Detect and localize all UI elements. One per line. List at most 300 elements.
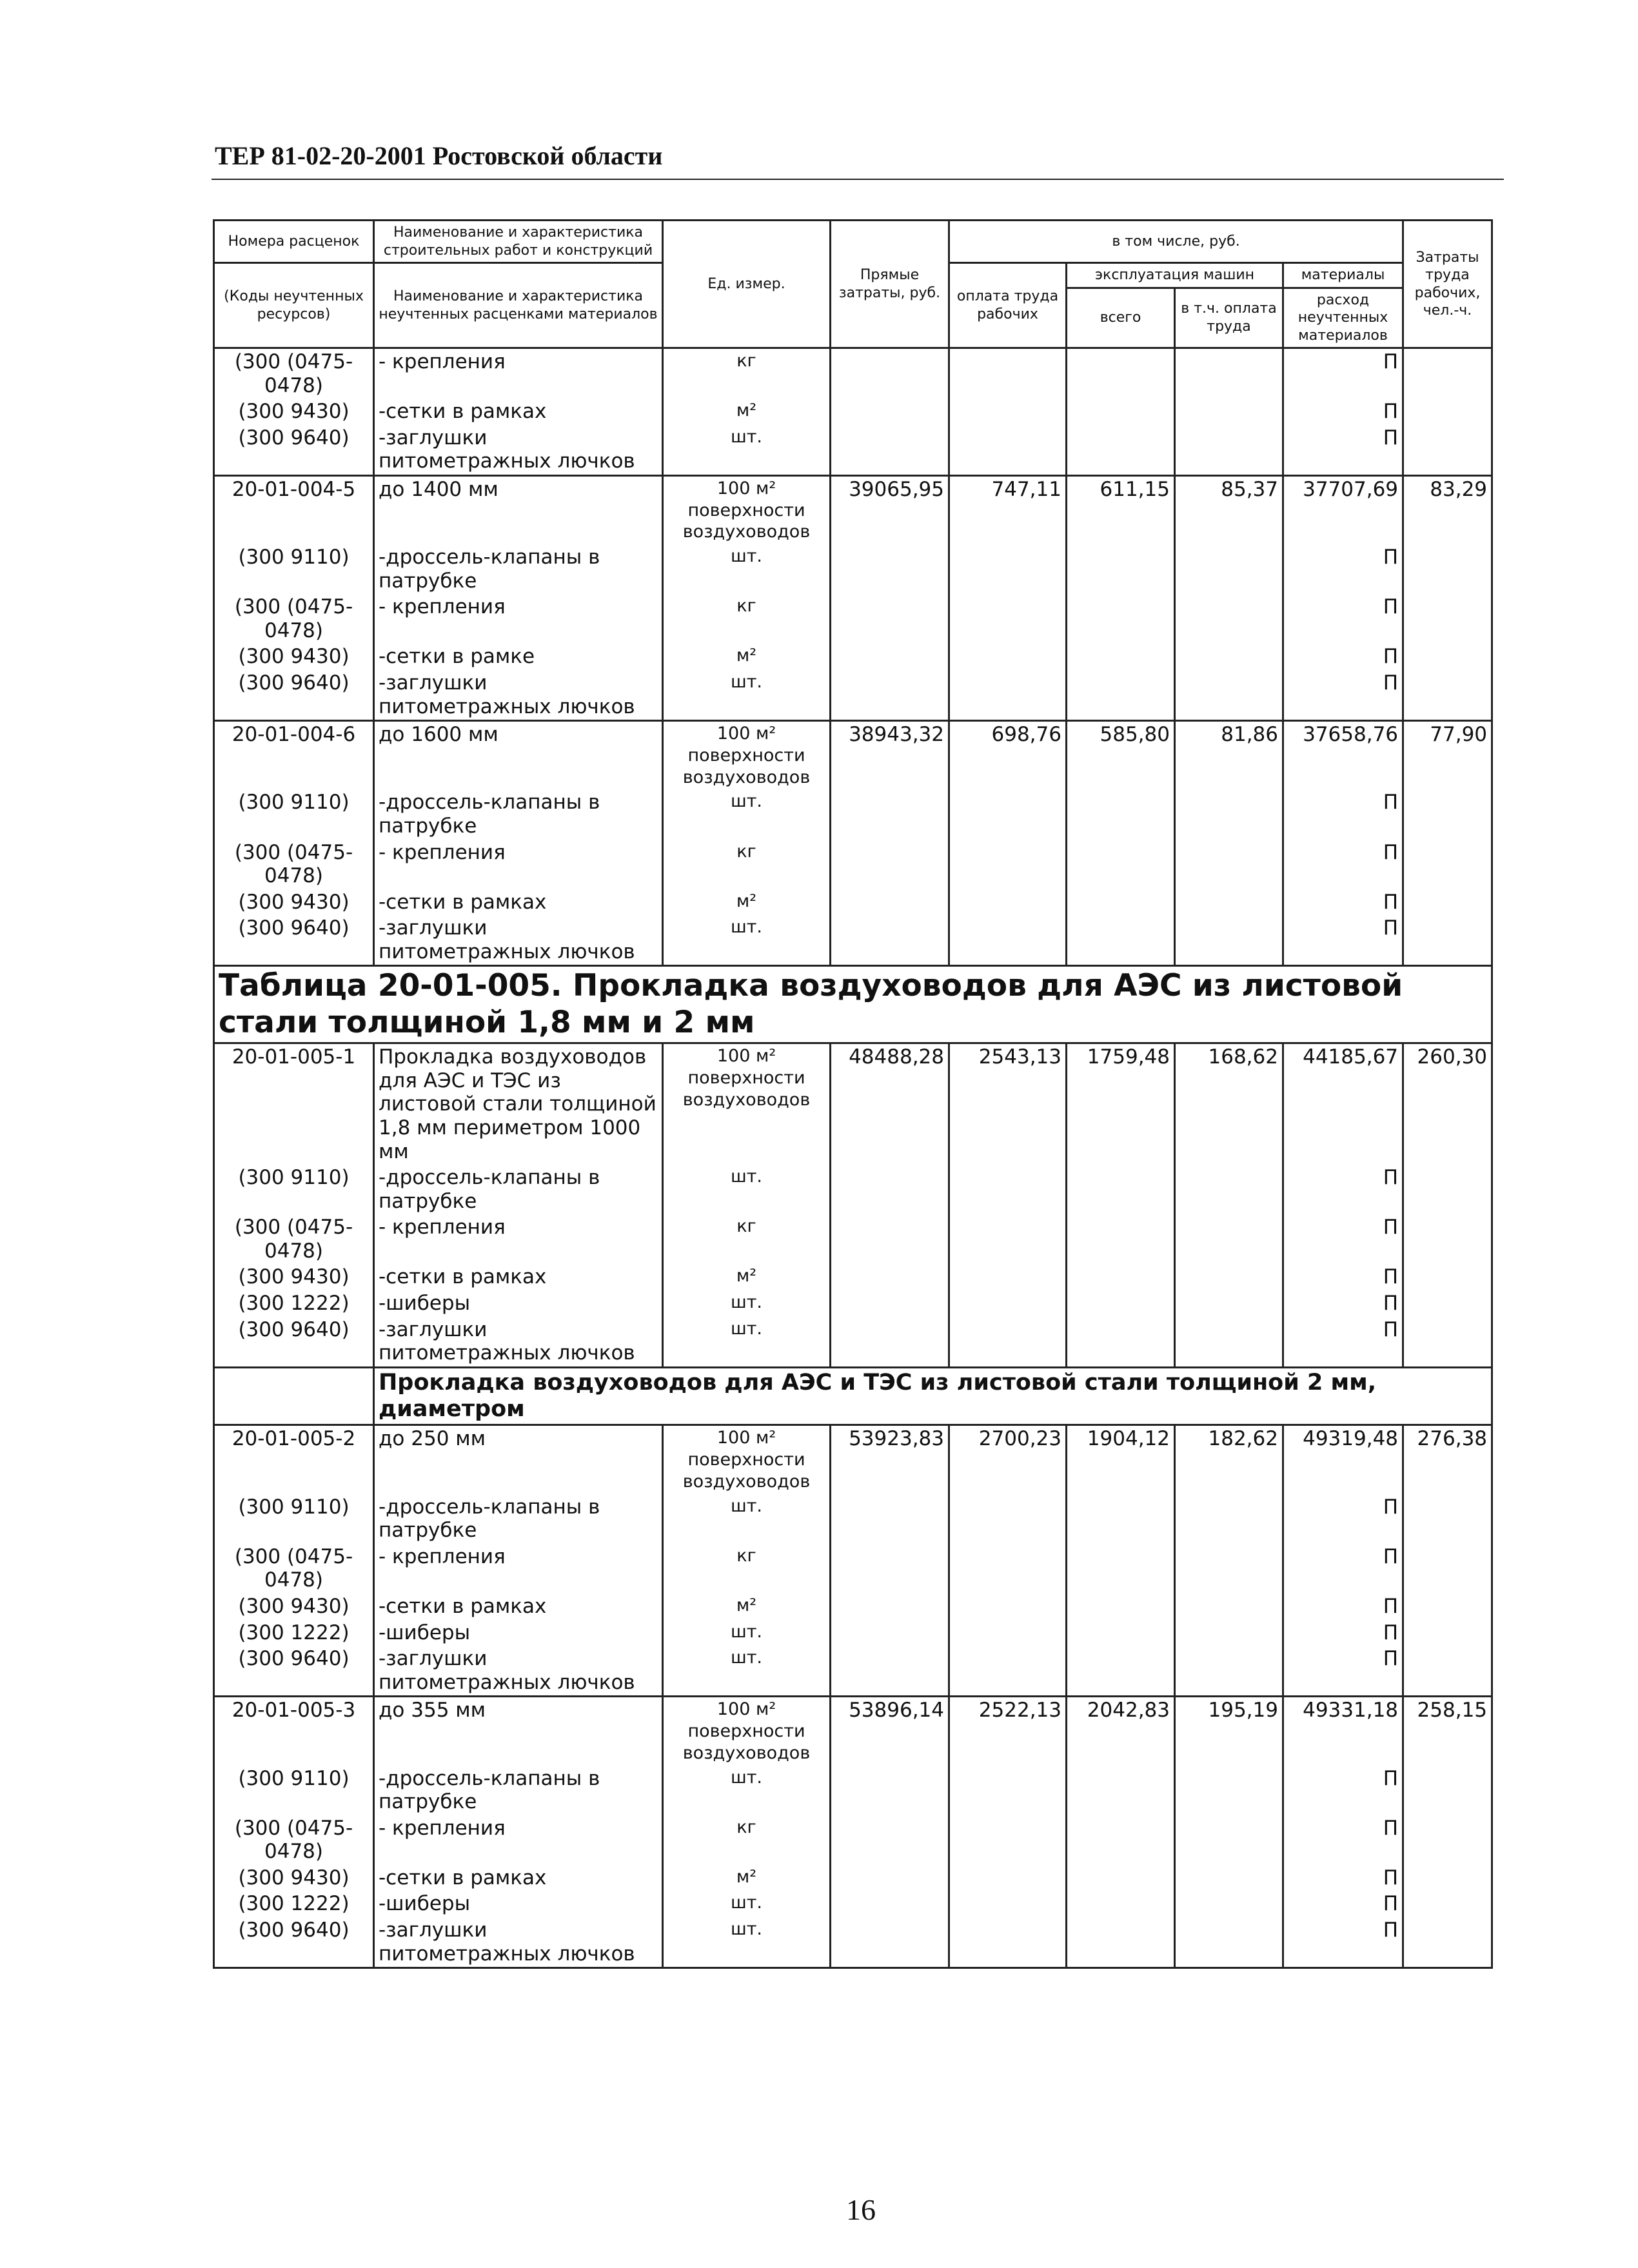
empty-cell (949, 1494, 1067, 1544)
empty-cell (831, 348, 949, 399)
header-labor-hours: Затраты труда рабочих, чел.-ч. (1403, 221, 1492, 348)
resource-name: -дроссель-клапаны в патрубке (374, 789, 663, 839)
uncounted-material-mark: П (1283, 1917, 1403, 1968)
resource-code: (300 9110) (214, 789, 374, 839)
empty-cell (1403, 644, 1492, 670)
materials-value: 37707,69 (1283, 475, 1403, 544)
empty-cell (1175, 594, 1283, 644)
header-name: Наименование и характеристика строительных работ и конструкций (374, 221, 663, 263)
header-machines: эксплуатация машин (1067, 263, 1283, 288)
resource-code: (300 (0475-0478) (214, 1544, 374, 1593)
page-header-title: ТЕР 81-02-20-2001 Ростовской области (215, 141, 663, 170)
empty-cell (1175, 1891, 1283, 1917)
page-number: 16 (846, 2193, 876, 2226)
empty-cell (1403, 840, 1492, 889)
resource-code: (300 9110) (214, 1165, 374, 1214)
resource-code: (300 9110) (214, 1766, 374, 1815)
resource-unit: м² (663, 399, 831, 425)
uncounted-material-mark: П (1283, 1766, 1403, 1815)
empty-cell (831, 1593, 949, 1620)
resource-name: -сетки в рамках (374, 1865, 663, 1891)
resource-row (214, 1264, 1492, 1290)
resource-name: -сетки в рамках (374, 1264, 663, 1290)
empty-cell (949, 1544, 1067, 1593)
rate-name: до 250 мм (374, 1425, 663, 1494)
empty-cell (1067, 915, 1175, 966)
resource-name: -сетки в рамках (374, 889, 663, 916)
uncounted-material-mark: П (1283, 1214, 1403, 1264)
resource-code: (300 9640) (214, 1646, 374, 1697)
empty-cell (1175, 1317, 1283, 1368)
empty-cell (1403, 889, 1492, 916)
empty-cell (1067, 425, 1175, 476)
labor-pay-value: 2522,13 (949, 1697, 1067, 1766)
header-machines-labor: в т.ч. оплата труда (1175, 288, 1283, 348)
empty-cell (831, 594, 949, 644)
empty-cell (831, 789, 949, 839)
empty-cell (1067, 1593, 1175, 1620)
empty-cell (1175, 1815, 1283, 1865)
empty-cell (1067, 1214, 1175, 1264)
labor-pay-value: 2700,23 (949, 1425, 1067, 1494)
resource-name: -заглушки питометражных лючков (374, 1317, 663, 1368)
empty-cell (949, 840, 1067, 889)
header-machines-total: всего (1067, 288, 1175, 348)
machines-labor-value: 168,62 (1175, 1043, 1283, 1165)
empty-cell (1067, 544, 1175, 594)
rate-unit: 100 м² поверхности воздуховодов (663, 475, 831, 544)
empty-cell (1403, 1865, 1492, 1891)
labor-pay-value: 747,11 (949, 475, 1067, 544)
resource-unit: м² (663, 1593, 831, 1620)
empty-cell (831, 544, 949, 594)
empty-cell (949, 670, 1067, 721)
resource-code: (300 9430) (214, 1264, 374, 1290)
empty-cell (1403, 594, 1492, 644)
rate-name: до 1600 мм (374, 721, 663, 790)
empty-cell (949, 1646, 1067, 1697)
empty-cell (949, 1214, 1067, 1264)
empty-cell (831, 1620, 949, 1646)
resource-unit: шт. (663, 1165, 831, 1214)
empty-cell (831, 1264, 949, 1290)
uncounted-material-mark: П (1283, 425, 1403, 476)
uncounted-material-mark: П (1283, 889, 1403, 916)
table-header (214, 221, 1492, 348)
resource-code: (300 9640) (214, 670, 374, 721)
empty-cell (831, 1865, 949, 1891)
resource-code: (300 1222) (214, 1891, 374, 1917)
resource-unit: шт. (663, 544, 831, 594)
rate-code: 20-01-005-3 (214, 1697, 374, 1766)
header-materials: материалы (1283, 263, 1403, 288)
resource-row (214, 1290, 1492, 1317)
empty-cell (1403, 1544, 1492, 1593)
resource-row (214, 348, 1492, 399)
resource-row (214, 1815, 1492, 1865)
empty-cell (949, 889, 1067, 916)
empty-cell (1067, 399, 1175, 425)
empty-cell (949, 594, 1067, 644)
empty-cell (949, 399, 1067, 425)
empty-cell (1067, 1165, 1175, 1214)
rate-name: до 355 мм (374, 1697, 663, 1766)
resource-code: (300 (0475-0478) (214, 1815, 374, 1865)
empty-cell (1175, 840, 1283, 889)
rate-code: 20-01-005-1 (214, 1043, 374, 1165)
resource-name: -шиберы (374, 1620, 663, 1646)
resource-name: -дроссель-клапаны в патрубке (374, 1766, 663, 1815)
empty-cell (831, 644, 949, 670)
header-including: в том числе, руб. (949, 221, 1403, 263)
direct-costs-value: 39065,95 (831, 475, 949, 544)
empty-cell (831, 1544, 949, 1593)
resource-name: -сетки в рамке (374, 644, 663, 670)
materials-value: 49331,18 (1283, 1697, 1403, 1766)
resource-code: (300 (0475-0478) (214, 348, 374, 399)
resource-unit: шт. (663, 789, 831, 839)
resource-row (214, 1165, 1492, 1214)
resource-code: (300 1222) (214, 1620, 374, 1646)
resource-unit: кг (663, 840, 831, 889)
empty-cell (831, 1646, 949, 1697)
empty-cell (1403, 1815, 1492, 1865)
empty-cell (1175, 789, 1283, 839)
empty-cell (1175, 425, 1283, 476)
empty-cell (1403, 1494, 1492, 1544)
table-body (214, 348, 1492, 1968)
empty-cell (1067, 1317, 1175, 1368)
subsection-title-text: Прокладка воздуховодов для АЭС и ТЭС из листовой стали толщиной 2 мм, диаметром (374, 1367, 1492, 1425)
empty-cell (949, 1317, 1067, 1368)
resource-code: (300 9640) (214, 1917, 374, 1968)
header-direct-costs: Прямые затраты, руб. (831, 221, 949, 348)
empty-cell (949, 789, 1067, 839)
empty-cell (1175, 544, 1283, 594)
empty-cell (831, 399, 949, 425)
empty-cell (949, 1593, 1067, 1620)
resource-unit: шт. (663, 1646, 831, 1697)
empty-cell (1175, 1494, 1283, 1544)
rate-unit: 100 м² поверхности воздуховодов (663, 721, 831, 790)
uncounted-material-mark: П (1283, 1165, 1403, 1214)
header-materials-sub: расход неучтенных материалов (1283, 288, 1403, 348)
machines-labor-value: 85,37 (1175, 475, 1283, 544)
resource-row (214, 544, 1492, 594)
resource-code: (300 (0475-0478) (214, 594, 374, 644)
empty-cell (831, 1214, 949, 1264)
rate-name: до 1400 мм (374, 475, 663, 544)
direct-costs-value: 53923,83 (831, 1425, 949, 1494)
rate-code: 20-01-004-6 (214, 721, 374, 790)
direct-costs-value: 48488,28 (831, 1043, 949, 1165)
resource-code: (300 9430) (214, 1593, 374, 1620)
resource-name: -шиберы (374, 1290, 663, 1317)
resource-name: -сетки в рамках (374, 1593, 663, 1620)
uncounted-material-mark: П (1283, 399, 1403, 425)
labor-pay-value: 2543,13 (949, 1043, 1067, 1165)
empty-cell (1175, 1593, 1283, 1620)
empty-cell (1175, 1917, 1283, 1968)
empty-cell (1067, 1865, 1175, 1891)
empty-cell (1403, 1620, 1492, 1646)
resource-code: (300 1222) (214, 1290, 374, 1317)
resource-unit: кг (663, 594, 831, 644)
resource-name: -дроссель-клапаны в патрубке (374, 1494, 663, 1544)
resource-name: -заглушки питометражных лючков (374, 670, 663, 721)
empty-cell (1175, 348, 1283, 399)
header-code-sub: (Коды неучтенных ресурсов) (214, 263, 374, 348)
resource-row (214, 594, 1492, 644)
resource-row (214, 1620, 1492, 1646)
empty-cell (831, 1494, 949, 1544)
empty-cell (1403, 1317, 1492, 1368)
empty-cell (1067, 1290, 1175, 1317)
uncounted-material-mark: П (1283, 1494, 1403, 1544)
resource-code: (300 9430) (214, 644, 374, 670)
empty-cell (1067, 889, 1175, 916)
resource-row (214, 1544, 1492, 1593)
rate-row (214, 1043, 1492, 1165)
labor-hours-value: 83,29 (1403, 475, 1492, 544)
empty-cell (1403, 1593, 1492, 1620)
rate-unit: 100 м² поверхности воздуховодов (663, 1043, 831, 1165)
resource-unit: шт. (663, 1891, 831, 1917)
materials-value: 44185,67 (1283, 1043, 1403, 1165)
resource-code: (300 9640) (214, 915, 374, 966)
resource-unit: кг (663, 1815, 831, 1865)
resource-row (214, 1766, 1492, 1815)
resource-unit: шт. (663, 1317, 831, 1368)
empty-cell (949, 1766, 1067, 1815)
uncounted-material-mark: П (1283, 644, 1403, 670)
empty-cell (1403, 1165, 1492, 1214)
machines-total-value: 1904,12 (1067, 1425, 1175, 1494)
uncounted-material-mark: П (1283, 348, 1403, 399)
labor-hours-value: 276,38 (1403, 1425, 1492, 1494)
empty-cell (1175, 1620, 1283, 1646)
uncounted-material-mark: П (1283, 1317, 1403, 1368)
empty-cell (1175, 1165, 1283, 1214)
header-labor-pay: оплата труда рабочих (949, 263, 1067, 348)
uncounted-material-mark: П (1283, 789, 1403, 839)
resource-unit: кг (663, 348, 831, 399)
resource-code: (300 9110) (214, 1494, 374, 1544)
empty-cell (1067, 1815, 1175, 1865)
empty-cell (949, 1290, 1067, 1317)
resource-row (214, 1317, 1492, 1368)
resource-name: - крепления (374, 1815, 663, 1865)
resource-row (214, 1865, 1492, 1891)
empty-cell (1067, 1264, 1175, 1290)
uncounted-material-mark: П (1283, 1815, 1403, 1865)
empty-cell (949, 1815, 1067, 1865)
resource-code: (300 9430) (214, 889, 374, 916)
uncounted-material-mark: П (1283, 1264, 1403, 1290)
resource-name: - крепления (374, 594, 663, 644)
resource-code: (300 9430) (214, 399, 374, 425)
rate-unit: 100 м² поверхности воздуховодов (663, 1697, 831, 1766)
empty-cell (1067, 1891, 1175, 1917)
resource-unit: м² (663, 889, 831, 916)
empty-cell (1175, 1214, 1283, 1264)
resource-row (214, 1646, 1492, 1697)
empty-cell (1403, 1891, 1492, 1917)
machines-total-value: 585,80 (1067, 721, 1175, 790)
rates-table (213, 219, 1493, 1969)
rate-row (214, 475, 1492, 544)
resource-row (214, 399, 1492, 425)
empty-cell (1175, 1264, 1283, 1290)
labor-hours-value: 77,90 (1403, 721, 1492, 790)
resource-row (214, 644, 1492, 670)
empty-cell (949, 1165, 1067, 1214)
empty-cell (949, 1865, 1067, 1891)
empty-cell (1403, 425, 1492, 476)
resource-unit: шт. (663, 915, 831, 966)
empty-cell (1175, 915, 1283, 966)
empty-cell (1067, 789, 1175, 839)
empty-cell (1403, 1264, 1492, 1290)
rate-code: 20-01-005-2 (214, 1425, 374, 1494)
empty-cell (949, 348, 1067, 399)
uncounted-material-mark: П (1283, 1290, 1403, 1317)
empty-cell (949, 1917, 1067, 1968)
resource-name: - крепления (374, 1214, 663, 1264)
empty-cell (831, 1917, 949, 1968)
rate-unit: 100 м² поверхности воздуховодов (663, 1425, 831, 1494)
header-name-sub: Наименование и характеристика неучтенных расценками материалов (374, 263, 663, 348)
empty-cell (831, 425, 949, 476)
empty-cell (1175, 1766, 1283, 1815)
resource-unit: шт. (663, 1494, 831, 1544)
resource-unit: шт. (663, 425, 831, 476)
empty-cell (1175, 399, 1283, 425)
resource-row (214, 1917, 1492, 1968)
resource-code: (300 9110) (214, 544, 374, 594)
empty-cell (1067, 1620, 1175, 1646)
machines-labor-value: 81,86 (1175, 721, 1283, 790)
empty-cell (831, 1766, 949, 1815)
rate-row (214, 721, 1492, 790)
resource-name: -заглушки питометражных лючков (374, 1646, 663, 1697)
direct-costs-value: 38943,32 (831, 721, 949, 790)
rate-row (214, 1697, 1492, 1766)
empty-cell (1067, 1766, 1175, 1815)
empty-cell (1403, 1290, 1492, 1317)
empty-cell (949, 644, 1067, 670)
resource-row (214, 889, 1492, 916)
resource-code: (300 (0475-0478) (214, 840, 374, 889)
empty-cell (949, 915, 1067, 966)
empty-cell (1403, 544, 1492, 594)
empty-cell (949, 1620, 1067, 1646)
uncounted-material-mark: П (1283, 544, 1403, 594)
empty-cell (1175, 1865, 1283, 1891)
table-subsection-title (214, 1367, 1492, 1425)
uncounted-material-mark: П (1283, 1620, 1403, 1646)
machines-total-value: 1759,48 (1067, 1043, 1175, 1165)
empty-cell (1175, 1544, 1283, 1593)
uncounted-material-mark: П (1283, 670, 1403, 721)
resource-row (214, 425, 1492, 476)
resource-code: (300 9640) (214, 1317, 374, 1368)
empty-cell (1175, 670, 1283, 721)
empty-cell (1403, 1214, 1492, 1264)
resource-unit: м² (663, 1264, 831, 1290)
resource-row (214, 840, 1492, 889)
resource-unit: шт. (663, 1917, 831, 1968)
empty-cell (831, 840, 949, 889)
empty-cell (831, 1317, 949, 1368)
empty-cell (831, 1891, 949, 1917)
uncounted-material-mark: П (1283, 915, 1403, 966)
empty-cell (831, 915, 949, 966)
resource-name: -заглушки питометражных лючков (374, 1917, 663, 1968)
empty-cell (1403, 915, 1492, 966)
header-unit: Ед. измер. (663, 221, 831, 348)
uncounted-material-mark: П (1283, 594, 1403, 644)
empty-cell (1067, 1917, 1175, 1968)
header-code: Номера расценок (214, 221, 374, 263)
uncounted-material-mark: П (1283, 1544, 1403, 1593)
rate-code: 20-01-004-5 (214, 475, 374, 544)
empty-cell (1175, 644, 1283, 670)
resource-unit: шт. (663, 670, 831, 721)
resource-unit: кг (663, 1214, 831, 1264)
empty-cell (1403, 348, 1492, 399)
resource-row (214, 1494, 1492, 1544)
resource-name: -шиберы (374, 1891, 663, 1917)
resource-unit: кг (663, 1544, 831, 1593)
materials-value: 37658,76 (1283, 721, 1403, 790)
empty-cell (831, 670, 949, 721)
resource-name: -заглушки питометражных лючков (374, 915, 663, 966)
empty-cell (1175, 1646, 1283, 1697)
empty-cell (831, 889, 949, 916)
empty-cell (1403, 399, 1492, 425)
empty-cell (1067, 594, 1175, 644)
resource-unit: шт. (663, 1290, 831, 1317)
resource-name: - крепления (374, 348, 663, 399)
empty-cell (1175, 889, 1283, 916)
labor-pay-value: 698,76 (949, 721, 1067, 790)
section-title-text: Таблица 20-01-005. Прокладка воздуховодов для АЭС из листовой стали толщиной 1,8 мм и 2 мм (214, 966, 1492, 1043)
empty-cell (1067, 1494, 1175, 1544)
uncounted-material-mark: П (1283, 1593, 1403, 1620)
empty-cell (1067, 1646, 1175, 1697)
resource-row (214, 1593, 1492, 1620)
table-section-title (214, 966, 1492, 1043)
materials-value: 49319,48 (1283, 1425, 1403, 1494)
empty-cell (949, 1891, 1067, 1917)
empty-cell (831, 1290, 949, 1317)
empty-cell (1403, 1646, 1492, 1697)
resource-row (214, 1214, 1492, 1264)
uncounted-material-mark: П (1283, 1891, 1403, 1917)
resource-code: (300 (0475-0478) (214, 1214, 374, 1264)
resource-name: -сетки в рамках (374, 399, 663, 425)
machines-labor-value: 182,62 (1175, 1425, 1283, 1494)
resource-name: -дроссель-клапаны в патрубке (374, 1165, 663, 1214)
uncounted-material-mark: П (1283, 1865, 1403, 1891)
labor-hours-value: 260,30 (1403, 1043, 1492, 1165)
uncounted-material-mark: П (1283, 1646, 1403, 1697)
resource-name: -дроссель-клапаны в патрубке (374, 544, 663, 594)
empty-cell (1175, 1290, 1283, 1317)
labor-hours-value: 258,15 (1403, 1697, 1492, 1766)
empty-cell (1067, 840, 1175, 889)
